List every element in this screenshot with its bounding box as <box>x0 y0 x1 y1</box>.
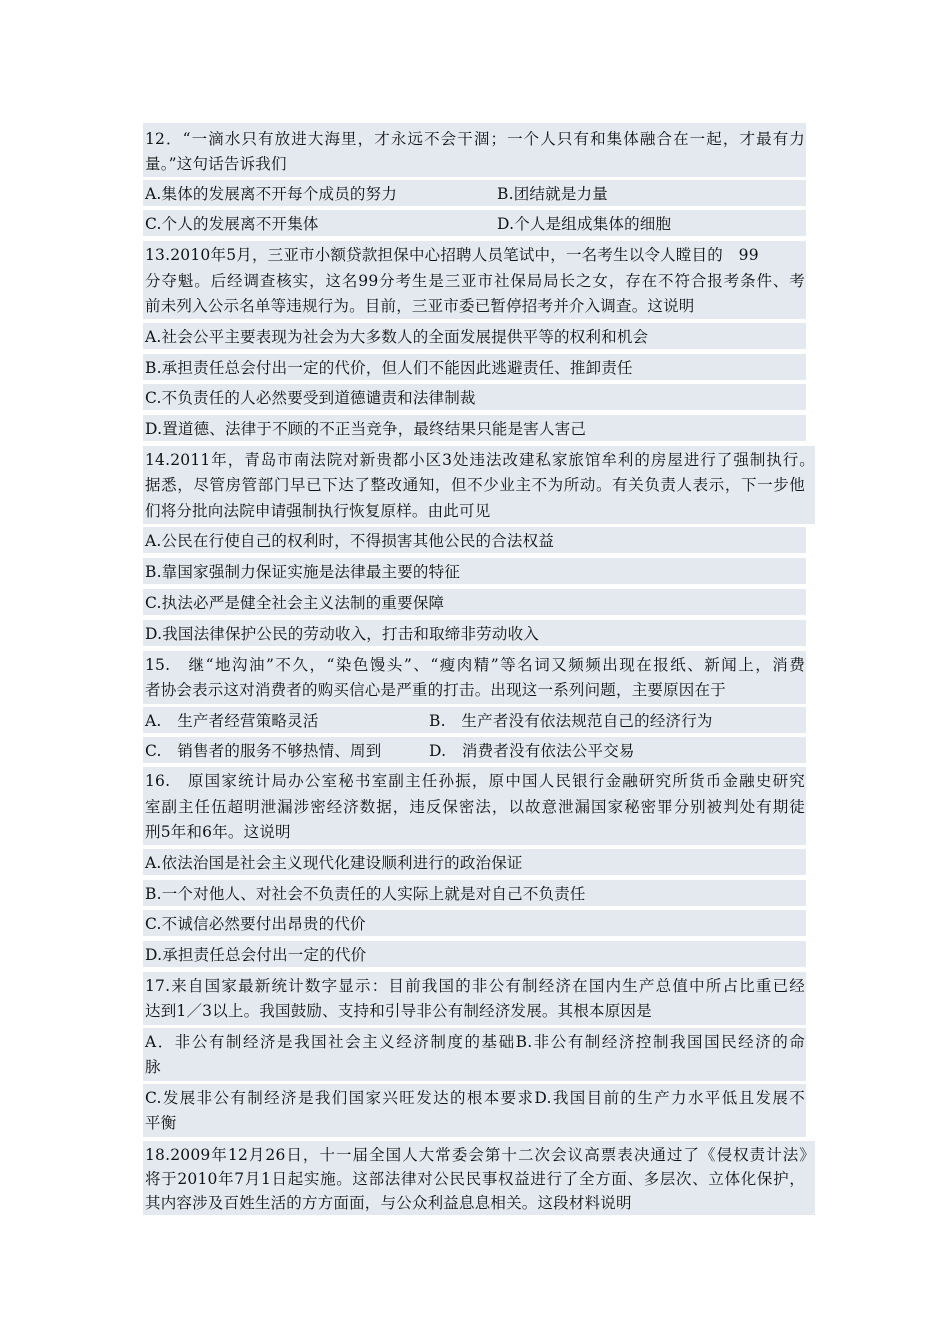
q16-option-a: A.依法治国是社会主义现代化建设顺利进行的政治保证 <box>145 854 523 872</box>
q13-stem-line1: 13.2010年5月，三亚市小额贷款担保中心招聘人员笔试中，一名考生以令人瞠目的 99 <box>145 246 759 264</box>
q15-stem-line2: 者协会表示这对消费者的购买信心是严重的打击。出现这一系列问题，主要原因在于 <box>145 681 726 699</box>
q12-stem-line1: 12．“一滴水只有放进大海里，才永远不会干涸；一个人只有和集体融合在一起，才最有力 <box>145 130 805 148</box>
q12-option-a: A.集体的发展离不开每个成员的努力 <box>145 185 398 203</box>
q12-option-b: B.团结就是力量 <box>497 185 608 203</box>
q16-stem-line2: 室副主任伍超明泄漏涉密经济数据，违反保密法，以故意泄漏国家秘密罪分别被判处有期徒 <box>145 798 805 816</box>
q14-stem-line2: 据悉，尽管房管部门早已下达了整改通知，但不少业主不为所动。有关负责人表示，下一步他 <box>145 476 805 494</box>
q14-option-a: A.公民在行使自己的权利时，不得损害其他公民的合法权益 <box>145 532 555 550</box>
q12-option-d: D.个人是组成集体的细胞 <box>497 215 672 233</box>
q16-option-b: B.一个对他人、对社会不负责任的人实际上就是对自己不负责任 <box>145 885 586 903</box>
q13-stem-line2: 分夺魁。后经调查核实，这名99分考生是三亚市社保局局长之女，存在不符合报考条件、考 <box>145 272 805 290</box>
q18-stem-line1: 18.2009年12月26日，十一届全国人大常委会第十二次会议高票表决通过了《侵权责计法》 <box>145 1146 815 1164</box>
q13-option-d: D.置道德、法律于不顾的不正当竞争，最终结果只能是害人害己 <box>145 420 587 438</box>
q12-option-c: C.个人的发展离不开集体 <box>145 215 319 233</box>
q14-stem-line3: 们将分批向法院申请强制执行恢复原样。由此可见 <box>145 502 491 520</box>
q17-option-ab-line2: 脉 <box>145 1058 161 1076</box>
q17-stem-line2: 达到1／3以上。我国鼓励、支持和引导非公有制经济发展。其根本原因是 <box>145 1002 652 1020</box>
q16-option-c: C.不诚信必然要付出昂贵的代价 <box>145 915 366 933</box>
q14-option-b: B.靠国家强制力保证实施是法律最主要的特征 <box>145 563 461 581</box>
q17-option-cd-line2: 平衡 <box>145 1114 177 1132</box>
q18-stem-line3: 其内容涉及百姓生活的方方面面，与公众利益息息相关。这段材料说明 <box>145 1194 632 1212</box>
q13-stem-line3: 前未列入公示名单等违规行为。目前，三亚市委已暂停招考并介入调查。这说明 <box>145 297 695 315</box>
q14-stem-line1: 14.2011年，青岛市南法院对新贵都小区3处违法改建私家旅馆牟利的房屋进行了强制执行。 <box>145 451 815 469</box>
q15-option-b: B. 生产者没有依法规范自己的经济行为 <box>429 712 713 730</box>
q15-option-a: A. 生产者经营策略灵活 <box>145 712 319 730</box>
q16-stem-line3: 刑5年和6年。这说明 <box>145 823 291 841</box>
q14-option-d: D.我国法律保护公民的劳动收入，打击和取缔非劳动收入 <box>145 625 540 643</box>
q12-stem-line2: 量。”这句话告诉我们 <box>145 155 287 173</box>
q16-option-d: D.承担责任总会付出一定的代价 <box>145 946 367 964</box>
q16-stem-line1: 16. 原国家统计局办公室秘书室副主任孙振，原中国人民银行金融研究所货币金融史研究 <box>145 772 805 790</box>
q15-option-c: C. 销售者的服务不够热情、周到 <box>145 742 382 760</box>
q15-stem-line1: 15. 继“地沟油”不久，“染色馒头”、“瘦肉精”等名词又频频出现在报纸、新闻上，消费 <box>145 656 805 674</box>
q13-option-b: B.承担责任总会付出一定的代价，但人们不能因此逃避责任、推卸责任 <box>145 359 633 377</box>
q13-option-c: C.不负责任的人必然要受到道德谴责和法律制裁 <box>145 389 476 407</box>
q14-option-c: C.执法必严是健全社会主义法制的重要保障 <box>145 594 445 612</box>
q17-stem-line1: 17.来自国家最新统计数字显示：目前我国的非公有制经济在国内生产总值中所占比重已经 <box>145 977 805 995</box>
q17-option-ab-line1: A．非公有制经济是我国社会主义经济制度的基础B.非公有制经济控制我国国民经济的命 <box>145 1033 805 1051</box>
q15-option-d: D. 消费者没有依法公平交易 <box>429 742 635 760</box>
q17-option-cd-line1: C.发展非公有制经济是我们国家兴旺发达的根本要求D.我国目前的生产力水平低且发展不 <box>145 1089 805 1107</box>
q13-option-a: A.社会公平主要表现为社会为大多数人的全面发展提供平等的权利和机会 <box>145 328 649 346</box>
q18-stem-line2: 将于2010年7月1日起实施。这部法律对公民民事权益进行了全方面、多层次、立体化保护， <box>145 1170 805 1188</box>
